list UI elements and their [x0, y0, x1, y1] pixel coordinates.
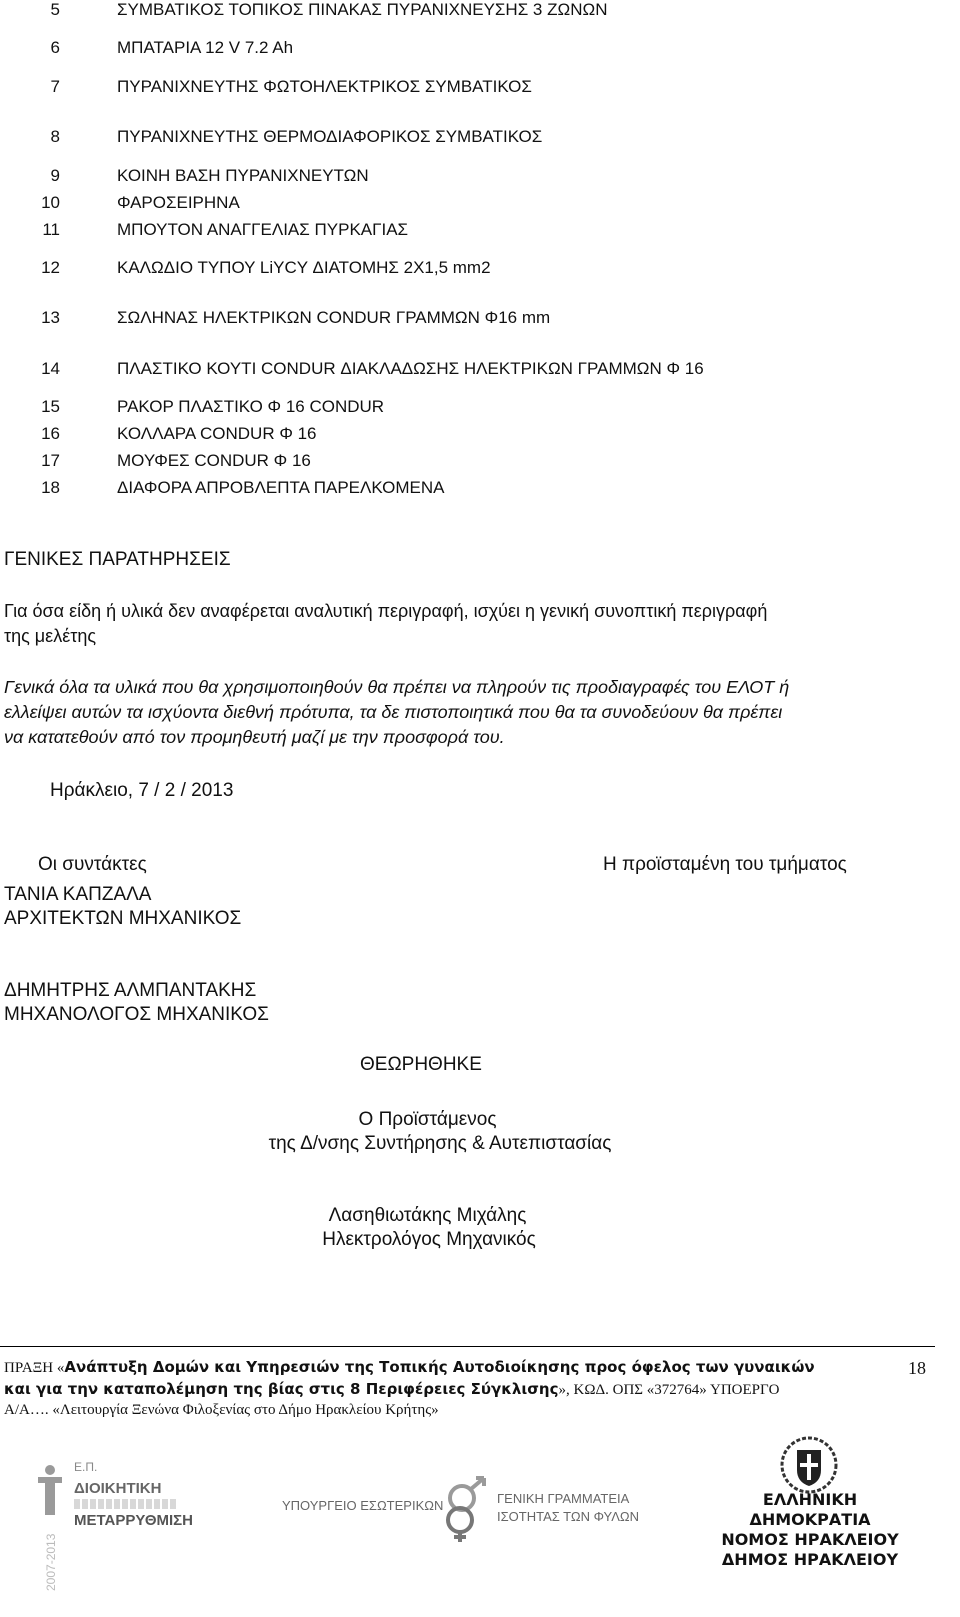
item-number: 7 — [50, 77, 60, 96]
notes-paragraph-1-line-1: Για όσα είδη ή υλικά δεν αναφέρεται αναλυτική περιγραφή, ισχύει η γενική συνοπτική περιγραφή — [4, 601, 768, 621]
item-text: ΜΟΥΦΕΣ CONDUR Φ 16 — [117, 451, 311, 470]
item-text: ΚΟΛΛΑΡΑ CONDUR Φ 16 — [117, 424, 317, 443]
administrative-reform-logo — [32, 1456, 192, 1596]
item-number: 16 — [41, 424, 60, 443]
notes-heading: ΓΕΝΙΚΕΣ ΠΑΡΑΤΗΡΗΣΕΙΣ — [4, 549, 231, 570]
department-head-label: Η προϊσταμένη του τμήματος — [603, 854, 847, 875]
footer-code: », ΚΩΔ. ΟΠΣ «372764» ΥΠΟΕΡΓΟ — [558, 1382, 780, 1398]
item-number: 9 — [50, 166, 60, 185]
admin-label-2: ΜΕΤΑΡΡΥΘΜΙΣΗ — [74, 1512, 193, 1529]
ministry-logo-text: ΥΠΟΥΡΓΕΙΟ ΕΣΩΤΕΡΙΚΩΝ — [282, 1498, 444, 1513]
item-number: 15 — [41, 397, 60, 416]
years-label: 2007-2013 — [44, 1533, 58, 1591]
page-number: 18 — [908, 1358, 926, 1378]
republic-label-1: ΕΛΛΗΝΙΚΗ — [762, 1490, 858, 1509]
notes-paragraph-1-line-2: της μελέτης — [4, 626, 97, 646]
item-number: 13 — [41, 308, 60, 327]
author-2-name: ΔΗΜΗΤΡΗΣ ΑΛΜΠΑΝΤΑΚΗΣ — [4, 980, 257, 1001]
item-number: 8 — [50, 127, 60, 146]
director-line-2: της Δ/νσης Συντήρησης & Αυτεπιστασίας — [268, 1133, 612, 1154]
footer-line-2 — [4, 1380, 780, 1399]
item-number: 11 — [42, 220, 60, 239]
republic-label-2: ΔΗΜΟΚΡΑΤΙΑ — [749, 1510, 871, 1529]
director-line-1: Ο Προϊστάμενος — [358, 1109, 497, 1130]
item-number: 17 — [41, 451, 60, 470]
author-1-title: ΑΡΧΙΤΕΚΤΩΝ ΜΗΧΑΝΙΚΟΣ — [4, 908, 242, 929]
item-text: ΦΑΡΟΣΕΙΡΗΝΑ — [117, 193, 240, 212]
gender-equality-logo — [436, 1474, 496, 1544]
item-text: ΚΑΛΩΔΙΟ ΤΥΠΟΥ LiYCY ΔΙΑΤΟΜΗΣ 2Χ1,5 mm2 — [117, 258, 491, 277]
footer-line-1 — [4, 1358, 815, 1377]
item-text: ΡΑΚΟΡ ΠΛΑΣΤΙΚΟ Φ 16 CONDUR — [117, 397, 385, 416]
approved-label: ΘΕΩΡΗΘΗΚΕ — [360, 1054, 482, 1075]
admin-label-1: ΔΙΟΙΚΗΤΙΚΗ — [74, 1480, 162, 1497]
coat-of-arms-icon — [780, 1436, 838, 1494]
item-text: ΠΛΑΣΤΙΚΟ ΚΟΥΤΙ CONDUR ΔΙΑΚΛΑΔΩΣΗΣ ΗΛΕΚΤΡΙΚΩΝ ΓΡΑΜΜΩΝ Φ 16 — [117, 359, 704, 378]
director-title: Ηλεκτρολόγος Μηχανικός — [322, 1229, 536, 1250]
ep-label: Ε.Π. — [74, 1460, 98, 1474]
greek-coat-of-arms — [780, 1436, 838, 1494]
item-number: 10 — [41, 193, 60, 212]
municipality-block — [715, 1490, 905, 1570]
logo-stripes — [74, 1499, 178, 1509]
item-text: ΜΠΟΥΤΟΝ ΑΝΑΓΓΕΛΙΑΣ ΠΥΡΚΑΓΙΑΣ — [117, 220, 409, 239]
item-text: ΠΥΡΑΝΙΧΝΕΥΤΗΣ ΘΕΡΜΟΔΙΑΦΟΡΙΚΟΣ ΣΥΜΒΑΤΙΚΟΣ — [117, 127, 543, 146]
item-text: ΣΩΛΗΝΑΣ ΗΛΕΚΤΡΙΚΩΝ CONDUR ΓΡΑΜΜΩΝ Φ16 mm — [117, 308, 551, 327]
notes-paragraph-2-line-2: ελλείψει αυτών τα ισχύοντα διεθνή πρότυπα, τα δε πιστοποιητικά που θα τα συνοδεύουν θα πρέπει — [4, 702, 783, 722]
authors-label: Οι συντάκτες — [38, 854, 147, 875]
gsge-label-2: ΙΣΟΤΗΤΑΣ ΤΩΝ ΦΥΛΩΝ — [497, 1509, 640, 1524]
item-number: 5 — [50, 0, 60, 19]
gender-symbol-icon — [436, 1474, 496, 1544]
item-number: 12 — [41, 258, 60, 277]
item-text: ΜΠΑΤΑΡΙΑ 12 V 7.2 Ah — [117, 38, 294, 57]
municipality-label: ΔΗΜΟΣ ΗΡΑΚΛΕΙΟΥ — [721, 1550, 899, 1569]
director-name: Λασηθιωτάκης Μιχάλης — [328, 1205, 527, 1226]
footer-project-title-cont: και για την καταπολέμηση της βίας στις 8 Περιφέρειες Σύγκλισης — [4, 1380, 559, 1398]
footer-line-3: Α/Α…. «Λειτουργία Ξενώνα Φιλοξενίας στο Δήμο Ηρακλείου Κρήτης» — [4, 1402, 439, 1418]
item-text: ΣΥΜΒΑΤΙΚΟΣ ΤΟΠΙΚΟΣ ΠΙΝΑΚΑΣ ΠΥΡΑΝΙΧΝΕΥΣΗΣ 3 ΖΩΝΩΝ — [117, 0, 608, 19]
footer-prefix: ΠΡΑΞΗ « — [4, 1360, 65, 1376]
author-1-name: ΤΑΝΙΑ ΚΑΠΖΑΛΑ — [4, 884, 152, 905]
prefecture-label: ΝΟΜΟΣ ΗΡΑΚΛΕΙΟΥ — [721, 1530, 899, 1549]
place-date: Ηράκλειο, 7 / 2 / 2013 — [50, 780, 234, 801]
notes-paragraph-2-line-1: Γενικά όλα τα υλικά που θα χρησιμοποιηθούν θα πρέπει να πληρούν τις προδιαγραφές του ΕΛΟΤ ή — [4, 677, 790, 697]
item-number: 14 — [41, 359, 60, 378]
gsge-label-1: ΓΕΝΙΚΗ ΓΡΑΜΜΑΤΕΙΑ — [497, 1491, 630, 1506]
author-2-title: ΜΗΧΑΝΟΛΟΓΟΣ ΜΗΧΑΝΙΚΟΣ — [4, 1004, 269, 1025]
notes-paragraph-2-line-3: να κατατεθούν από τον προμηθευτή μαζί με την προσφορά του. — [4, 727, 505, 747]
item-number: 6 — [50, 38, 60, 57]
item-text: ΔΙΑΦΟΡΑ ΑΠΡΟΒΛΕΠΤΑ ΠΑΡΕΛΚΟΜΕΝΑ — [117, 478, 445, 497]
item-text: ΠΥΡΑΝΙΧΝΕΥΤΗΣ ΦΩΤΟΗΛΕΚΤΡΙΚΟΣ ΣΥΜΒΑΤΙΚΟΣ — [117, 77, 532, 96]
item-text: ΚΟΙΝΗ ΒΑΣΗ ΠΥΡΑΝΙΧΝΕΥΤΩΝ — [117, 166, 369, 185]
item-number: 18 — [41, 478, 60, 497]
footer-project-title: Ανάπτυξη Δομών και Υπηρεσιών της Τοπικής Αυτοδιοίκησης προς όφελος των γυναικών — [64, 1358, 815, 1376]
footer-rule — [0, 1346, 935, 1347]
